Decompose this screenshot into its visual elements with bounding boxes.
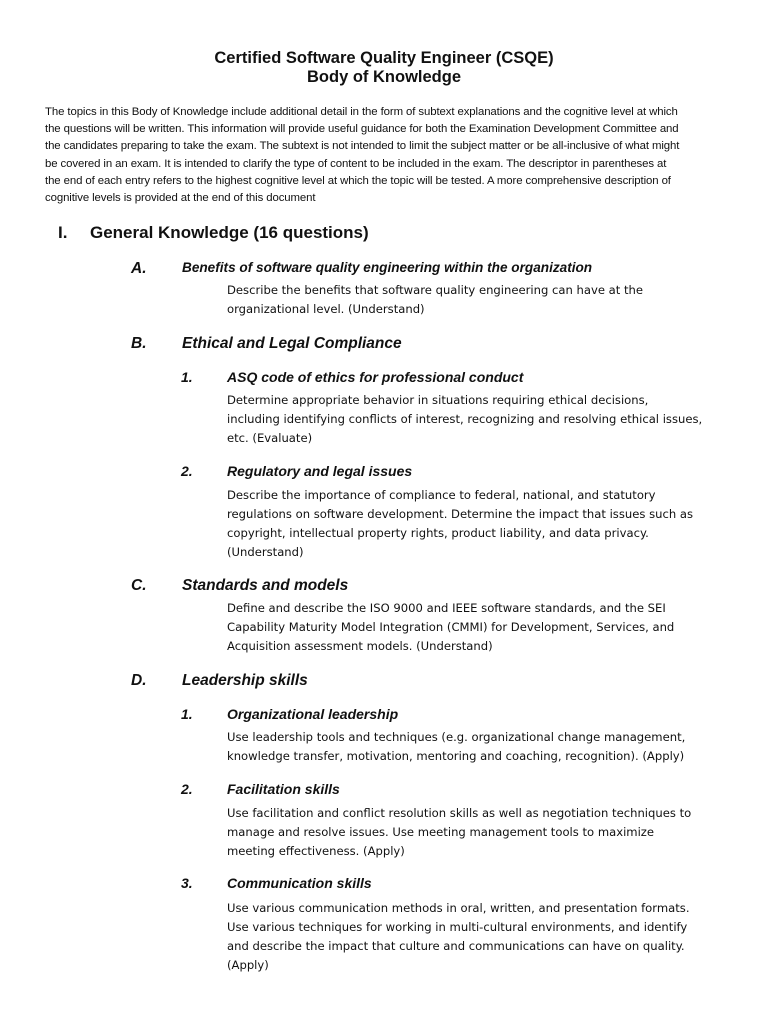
item-title: Organizational leadership (227, 706, 399, 722)
desc-line: organizational level. (Understand) (227, 302, 425, 316)
desc-line: Describe the benefits that software quality engineering can have at the (227, 283, 644, 297)
section-title: General Knowledge (16 questions) (90, 223, 369, 242)
desc-line: (Apply) (227, 958, 269, 972)
desc-line: Determine appropriate behavior in situations requiring ethical decisions, (227, 393, 649, 407)
desc-line: regulations on software development. Determine the impact that issues such as (227, 507, 694, 521)
item-title: Leadership skills (182, 672, 308, 689)
title-line-1: Certified Software Quality Engineer (CSQE) (214, 49, 554, 67)
item-title: ASQ code of ethics for professional conduct (227, 369, 524, 385)
item-marker: C. (131, 577, 147, 594)
intro-line: the questions will be written. This information will provide useful guidance for both the Examination Development Committee and (45, 123, 679, 136)
intro-line: the end of each entry refers to the highest cognitive level at which the topic will be tested. A more comprehensive description of (45, 174, 671, 187)
item-marker: 3. (181, 875, 193, 891)
desc-line: Use leadership tools and techniques (e.g. organizational change management, (227, 730, 686, 744)
item-marker: 1. (181, 369, 193, 385)
desc-line: knowledge transfer, motivation, mentoring and coaching, recognition). (Apply) (227, 749, 685, 763)
desc-line: Capability Maturity Model Integration (CMMI) for Development, Services, and (227, 620, 675, 634)
item-marker: B. (131, 335, 147, 352)
desc-line: etc. (Evaluate) (227, 431, 313, 445)
desc-line: manage and resolve issues. Use meeting management tools to maximize (227, 825, 655, 839)
document-title (0, 49, 768, 87)
item-b2-description (227, 486, 727, 562)
intro-line: cognitive levels is provided at the end of this document (45, 192, 316, 205)
item-title: Regulatory and legal issues (227, 463, 413, 479)
desc-line: Use various techniques for working in multi-cultural environments, and identify (227, 920, 688, 934)
desc-line: Acquisition assessment models. (Understand) (227, 639, 493, 653)
item-a-description (227, 281, 727, 319)
item-marker: D. (131, 672, 147, 689)
desc-line: copyright, intellectual property rights, product liability, and data privacy. (227, 526, 649, 540)
title-line-2: Body of Knowledge (307, 68, 461, 86)
desc-line: and describe the impact that culture and communications can have on quality. (227, 939, 685, 953)
desc-line: Use various communication methods in oral, written, and presentation formats. (227, 901, 690, 915)
section-number: I. (58, 223, 68, 242)
item-title: Benefits of software quality engineering within the organization (182, 260, 593, 275)
item-title: Facilitation skills (227, 781, 340, 797)
item-d2-description (227, 804, 727, 861)
desc-line: including identifying conflicts of interest, recognizing and resolving ethical issues, (227, 412, 703, 426)
desc-line: (Understand) (227, 545, 304, 559)
item-b1-description (227, 391, 727, 448)
intro-line: be covered in an exam. It is intended to clarify the type of content to be included in the exam. The descriptor in parentheses at (45, 157, 667, 170)
desc-line: meeting effectiveness. (Apply) (227, 844, 405, 858)
item-d1-description (227, 728, 727, 766)
desc-line: Describe the importance of compliance to federal, national, and statutory (227, 488, 656, 502)
item-marker: 2. (181, 781, 193, 797)
item-marker: 2. (181, 463, 193, 479)
intro-paragraph (45, 104, 735, 207)
item-c-description (227, 599, 727, 656)
item-marker: 1. (181, 706, 193, 722)
section-heading (58, 223, 369, 243)
intro-line: The topics in this Body of Knowledge include additional detail in the form of subtext explanations and the cognitive level at which (45, 106, 678, 118)
item-title: Communication skills (227, 875, 372, 891)
intro-line: the candidates preparing to take the exam. The subtext is not intended to limit the subject matter or be all-inclusive of what might (45, 140, 680, 153)
item-title: Ethical and Legal Compliance (182, 335, 402, 352)
item-d3-description (227, 899, 727, 975)
desc-line: Use facilitation and conflict resolution skills as well as negotiation techniques to (227, 806, 692, 820)
desc-line: Define and describe the ISO 9000 and IEEE software standards, and the SEI (227, 601, 666, 615)
item-marker: A. (131, 260, 147, 277)
item-title: Standards and models (182, 577, 349, 594)
